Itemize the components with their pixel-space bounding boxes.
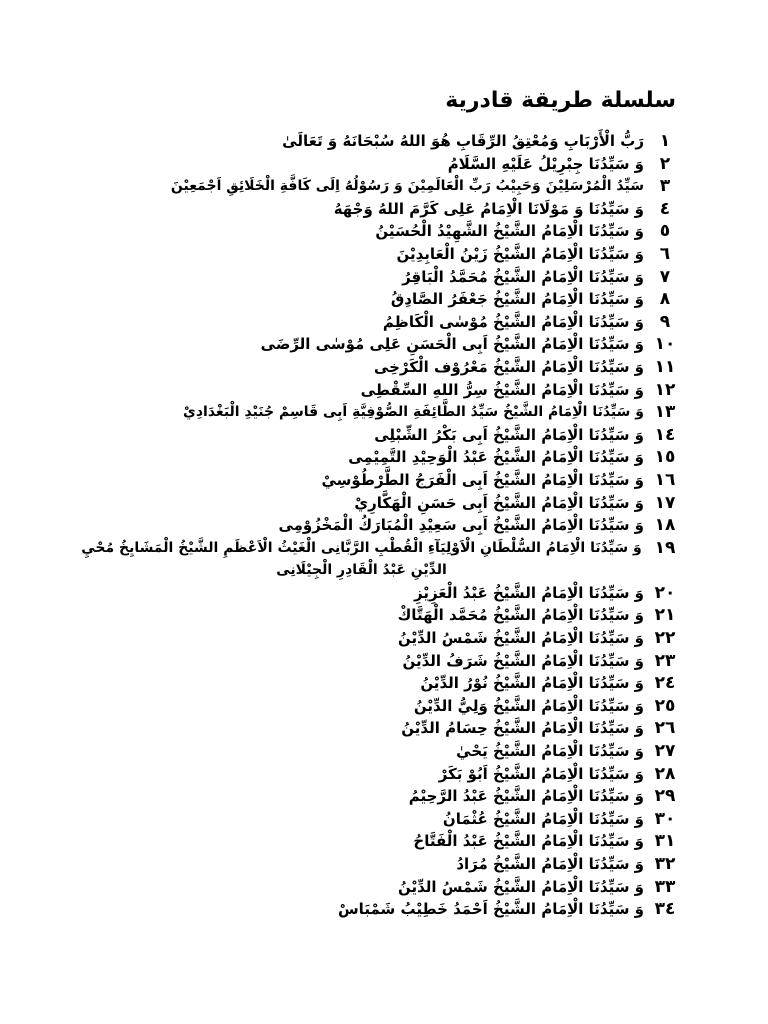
item-text: وَ سَيِّدُنَا الْاِمَامُ الشَّيْخُ عَبْدُ الرَّحِيْمُ xyxy=(408,787,644,806)
list-item xyxy=(0,379,768,402)
item-number: ٤ xyxy=(659,198,671,219)
item-number: ١٨ xyxy=(654,515,676,536)
item-text: وَ سَيِّدُنَا الْاِمَامُ الشَّيْخُ الشَّهِيْدُ الْحُسَيْنُ xyxy=(375,222,644,241)
item-text: وَ سَيِّدُنَا وَ مَوْلَانَا الْاِمَامُ عَلِى كَرَّمَ اللهُ وَجْهَهُ xyxy=(333,199,644,218)
list-item xyxy=(0,175,768,198)
list-item xyxy=(0,830,768,853)
list-item xyxy=(0,153,768,176)
list-item xyxy=(0,288,768,311)
item-number: ٣٤ xyxy=(654,899,676,920)
item-text: وَ سَيِّدُنَا الْاِمَامُ الشَّيْخُ عَبْدُ الْفَتَّاحُ xyxy=(413,832,644,851)
item-number: ٣٠ xyxy=(654,808,676,829)
item-text: وَ سَيِّدُنَا الْاِمَامُ الشَّيْخُ زَيْنُ الْعَابِدِيْنَ xyxy=(396,244,644,263)
list-item xyxy=(0,469,768,492)
item-number: ٣٣ xyxy=(654,876,676,897)
item-number: ٢٩ xyxy=(654,786,676,807)
item-number: ٢١ xyxy=(654,605,676,626)
list-item xyxy=(0,695,768,718)
list-item xyxy=(0,582,768,605)
item-number: ٢٣ xyxy=(654,650,676,671)
item-text: وَ سَيِّدُنَا الْاِمَامُ الشَّيْخُ اَبِى الْحَسَنِ عَلِى مُوْسٰى الرِّضَى xyxy=(260,335,644,354)
item-number: ٩ xyxy=(659,311,671,332)
item-text: وَ سَيِّدُنَا الْاِمَامُ الشَّيْخُ جَعْفَرُ الصَّادِقُ xyxy=(390,290,644,309)
item-number: ١٠ xyxy=(654,334,676,355)
list-item xyxy=(0,446,768,469)
list-item xyxy=(0,537,768,582)
item-text: وَ سَيِّدُنَا الْاِمَامُ الشَّيْخُ وَلِيُّ الدِّيْنُ xyxy=(413,696,644,715)
list-item xyxy=(0,220,768,243)
list-item xyxy=(0,492,768,515)
list-item xyxy=(0,604,768,627)
item-text: وَ سَيِّدُنَا الْاِمَامُ الشَّيْخُ اَبِى حَسَنِ الْهَكَّارِيْ xyxy=(354,493,644,512)
item-text: وَ سَيِّدُنَا الْاِمَامُ الشَّيْخُ مَعْرُوْف الْكَرْخِى xyxy=(373,357,644,376)
item-number: ٦ xyxy=(659,243,671,264)
item-number: ١ xyxy=(659,131,671,151)
item-number: ٨ xyxy=(659,289,671,310)
item-text: وَ سَيِّدُنَا الْاِمَامُ الشَّيْخُ اَحْمَدُ خَطِيْبُ شَمْبَاسْ xyxy=(337,900,644,919)
list-item xyxy=(0,243,768,266)
item-text: وَ سَيِّدُنَا الْاِمَامُ الشَّيْخُ مُحَمَّدُ الْبَاقِرُ xyxy=(402,267,644,286)
item-text: وَ سَيِّدُنَا الْاِمَامُ الشَّيْخُ شَمْسُ الدِّيْنُ xyxy=(397,629,644,648)
item-text: وَ سَيِّدُنَا الْاِمَامُ الشَّيْخُ شَمْسُ الدِّيْنُ xyxy=(397,877,644,896)
item-text: وَ سَيِّدُنَا الْاِمَامُ الشَّيْخُ عَبْدُ الْوَحِيْدِ التَّمِيْمِى xyxy=(348,448,644,467)
list-item xyxy=(0,311,768,334)
item-text: وَ سَيِّدُنَا الْاِمَامُ الشَّيْخُ مُوْسٰى الْكَاظِمُ xyxy=(382,312,644,331)
item-number: ٣٢ xyxy=(654,854,676,874)
list-item xyxy=(0,785,768,808)
item-number: ١١ xyxy=(654,356,676,377)
item-text: وَ سَيِّدُنَا الْاِمَامُ الشَّيْخُ مُرَادُ xyxy=(456,855,644,873)
item-number: ١٥ xyxy=(654,447,676,468)
list-item xyxy=(0,898,768,921)
item-text: وَ سَيِّدُنَا الْاِمَامُ الشَّيْخُ اَبِى الْفَرَجُ الطَّرْطُوْسِيْ xyxy=(321,470,644,489)
list-item xyxy=(0,627,768,650)
list-item xyxy=(0,130,768,153)
list-item xyxy=(0,514,768,537)
list-item xyxy=(0,672,768,695)
item-text: رَبُّ الْأَرْبَابِ وَمُعْتِقُ الرِّقَابِ هُوَ اللهُ سُبْحَانَهُ وَ تَعَالَىٰ xyxy=(282,132,644,150)
list-item xyxy=(0,401,768,424)
item-number: ٣١ xyxy=(654,831,676,852)
list-item xyxy=(0,356,768,379)
item-number: ٣ xyxy=(659,176,671,197)
item-number: ٥ xyxy=(659,221,671,242)
list-item xyxy=(0,333,768,356)
list-item xyxy=(0,266,768,289)
item-number: ٢٦ xyxy=(654,718,676,739)
item-number: ١٤ xyxy=(654,424,676,445)
list-item xyxy=(0,424,768,447)
list-item xyxy=(0,198,768,221)
item-text: سَيِّدُ الْمُرْسَلِيْنَ وَحَبِيْبُ رَبِّ الْعَالَمِيْنَ وَ رَسُوْلُهُ اِلَى كَافَّةِ الْخَلَائِقِ اَجْمَعِيْنَ xyxy=(170,178,644,195)
item-text: وَ سَيِّدُنَا الْاِمَامُ السُّلْطَانِ الْاَوْلِيَآءِ الْقُطْبِ الرَّبَّانِى الْغَيْثُ الْاَعْظَمِ الشَّيْخُ الْمَشَايِخُ مُحْيِ الدِّيْنِ عَبْدُ الْقَادِرِ الْجِيْلَانِى xyxy=(81,539,642,579)
item-text: وَ سَيِّدُنَا الْاِمَامُ الشَّيْخُ عُثْمَانُ xyxy=(442,809,644,828)
list-item xyxy=(0,853,768,876)
item-number: ١٣ xyxy=(654,402,676,423)
page-title: سلسلة طريقة قادرية xyxy=(445,88,676,113)
lineage-list xyxy=(0,130,768,921)
list-item xyxy=(0,763,768,786)
item-number: ٢ xyxy=(659,153,671,174)
item-text: وَ سَيِّدُنَا الْاِمَامُ الشَّيْخُ شَرَفُ الدِّيْنُ xyxy=(402,651,644,670)
item-number: ٢٠ xyxy=(654,582,676,603)
item-number: ١٦ xyxy=(654,469,676,490)
list-item xyxy=(0,740,768,763)
item-text: وَ سَيِّدُنَا الْاِمَامُ الشَّيْخُ اَبِى سَعِيْدِ الْمُبَارَكُ الْمَخْزُوْمِى xyxy=(278,516,644,535)
item-number: ١٩ xyxy=(654,537,676,558)
item-text: وَ سَيِّدُنَا الْاِمَامُ الشَّيْخُ مُحَمَّد الْهَتَّاكْ xyxy=(397,606,644,625)
item-number: ١٧ xyxy=(654,492,676,513)
item-text: وَ سَيِّدُنَا الْاِمَامُ الشَّيْخُ يَحْيٰ xyxy=(456,742,644,761)
item-text: وَ سَيِّدُنَا جِبْرِيْلُ عَلَيْهِ السَّلَامُ xyxy=(447,154,644,173)
item-number: ٢٢ xyxy=(654,628,676,649)
item-number: ١٢ xyxy=(654,379,676,400)
item-text: وَ سَيِّدُنَا الْاِمَامُ الشَّيْخُ اَبُوْ بَكَرْ xyxy=(438,764,644,783)
item-number: ٢٤ xyxy=(654,673,676,694)
item-number: ٢٨ xyxy=(654,763,676,784)
item-number: ٢٥ xyxy=(654,695,676,716)
list-item xyxy=(0,876,768,899)
item-text: وَ سَيِّدُنَا الْاِمَامُ الشَّيْخُ حِسَامُ الدِّيْنُ xyxy=(401,719,644,738)
item-text: وَ سَيِّدُنَا الْاِمَامُ الشَّيْخُ سِرُّ اللهِ السِّقْطِى xyxy=(360,380,644,399)
list-item xyxy=(0,717,768,740)
item-number: ٢٧ xyxy=(654,741,676,762)
list-item xyxy=(0,650,768,673)
item-text: وَ سَيِّدُنَا الْاِمَامُ الشَّيْخُ سَيِّدُ الطَّائِفَةِ الصُّوْفِيَّةِ اَبِى قَاسِمْ جُنَيْدِ الْبَغْدَادِيْ xyxy=(183,404,644,421)
item-text: وَ سَيِّدُنَا الْاِمَامُ الشَّيْخُ نُوْرُ الدِّيْنُ xyxy=(420,674,644,693)
item-text: وَ سَيِّدُنَا الْاِمَامُ الشَّيْخُ عَبْدُ الْعَزِيْزِ xyxy=(413,583,644,602)
item-number: ٧ xyxy=(659,266,671,287)
item-text: وَ سَيِّدُنَا الْاِمَامُ الشَّيْخُ اَبِى بَكْرُ الشِّبْلِى xyxy=(374,425,644,444)
list-item xyxy=(0,808,768,831)
